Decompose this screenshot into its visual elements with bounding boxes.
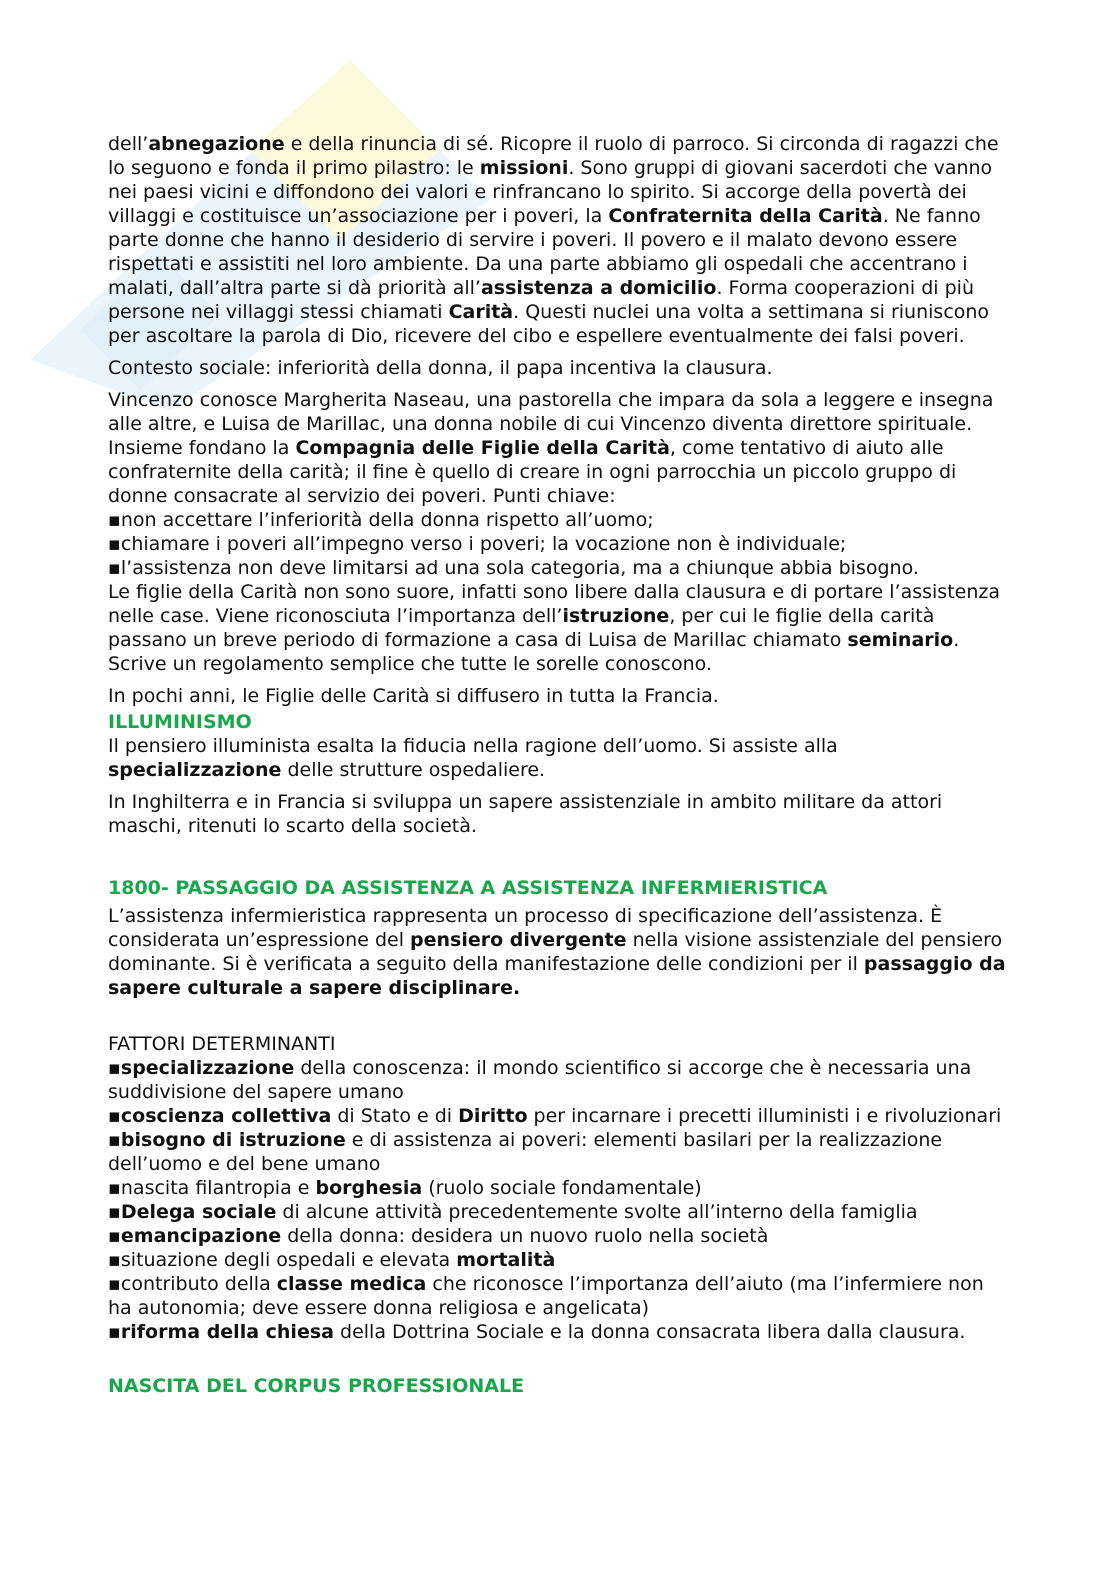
- heading-corpus-professionale: NASCITA DEL CORPUS PROFESSIONALE: [108, 1375, 525, 1397]
- paragraph-inghilterra-francia: In Inghilterra e in Francia si sviluppa un sapere assistenziale in ambito militare da attori maschi, ritenuti lo scarto della società.: [108, 791, 943, 837]
- list-item: ▪ chiamare i poveri all’impegno verso i poveri; la vocazione non è individuale;: [108, 532, 1013, 556]
- list-item: ▪ Delega sociale di alcune attività precedentemente svolte all’interno della famiglia: [108, 1200, 1013, 1224]
- paragraph-figlie-carita: Vincenzo conosce Margherita Naseau, una pastorella che impara da sola a leggere e insegna alle altre, e Luisa de Marillac, una donna nobile di cui Vincenzo diventa direttore spirituale. Insieme fondano la Compagnia delle Figlie della Carità, come tentativo di aiuto alle confraternite della carità; il fine è quello di creare in ogni parrocchia un piccolo gruppo di donne consacrate al servizio dei poveri. Punti chiave: ▪ non accettare l’inferiorità della donna rispetto all’uomo; ▪ chiamare i poveri all’impegno verso i poveri; la vocazione non è individuale; ▪ l’assistenza non deve limitarsi ad una sola categoria, ma a chiunque abbia bisogno. Le figlie della Carità non sono suore, infatti sono libere dalla clausura e di portare l’assistenza nelle case. Viene riconosciuta l’importanza dell’istruzione, per cui le figlie della carità passano un breve periodo di formazione a casa di Luisa de Marillac chiamato seminario. Scrive un regolamento semplice che tutte le sorelle conoscono.: [108, 388, 1013, 676]
- list-item: ▪ non accettare l’inferiorità della donna rispetto all’uomo;: [108, 508, 1013, 532]
- list-item: ▪ l’assistenza non deve limitarsi ad una sola categoria, ma a chiunque abbia bisogno.: [108, 556, 1013, 580]
- paragraph-vincenzo-intro: dell’abnegazione e della rinuncia di sé. Ricopre il ruolo di parroco. Si circonda di ragazzi che lo seguono e fonda il primo pilastro: le missioni. Sono gruppi di giovani sacerdoti che vanno nei paesi vicini e diffondono dei valori e rinfrancano lo spirito. Si accorge della povertà dei villaggi e costituisce un’associazione per i poveri, la Confraternita della Carità. Ne fanno parte donne che hanno il desiderio di servire i poveri. Il povero e il malato devono essere rispettati e assistiti nel loro ambiente. Da una parte abbiamo gli ospedali che accentrano i malati, dall’altra parte si dà priorità all’assistenza a domicilio. Forma cooperazioni di più persone nei villaggi stessi chiamati Carità. Questi nuclei una volta a settimana si riuniscono per ascoltare la parola di Dio, ricevere del cibo e espellere eventualmente dei falsi poveri.: [108, 133, 999, 347]
- list-item: ▪ coscienza collettiva di Stato e di Diritto per incarnare i precetti illuministi i e rivoluzionari: [108, 1104, 1013, 1128]
- fattori-determinanti: [108, 1032, 1013, 1344]
- heading-1800: 1800- PASSAGGIO DA ASSISTENZA A ASSISTENZA INFERMIERISTICA: [108, 877, 828, 899]
- list-item: ▪ contributo della classe medica che riconosce l’importanza dell’aiuto (ma l’infermiere non ha autonomia; deve essere donna religiosa e angelicata): [108, 1272, 1013, 1320]
- paragraph-diffusione: In pochi anni, le Figlie delle Carità si diffusero in tutta la Francia.: [108, 685, 719, 707]
- paragraph-illuminismo: Il pensiero illuminista esalta la fiducia nella ragione dell’uomo. Si assiste alla specializzazione delle strutture ospedaliere.: [108, 735, 838, 781]
- fattori-title: FATTORI DETERMINANTI: [108, 1033, 336, 1055]
- list-item: ▪ bisogno di istruzione e di assistenza ai poveri: elementi basilari per la realizzazione dell’uomo e del bene umano: [108, 1128, 1013, 1176]
- document-page: [108, 132, 1013, 1398]
- heading-illuminismo: ILLUMINISMO: [108, 711, 252, 733]
- list-item: ▪ situazione degli ospedali e elevata mortalità: [108, 1248, 1013, 1272]
- list-item: ▪ nascita filantropia e borghesia (ruolo sociale fondamentale): [108, 1176, 1013, 1200]
- list-item: ▪ riforma della chiesa della Dottrina Sociale e la donna consacrata libera dalla clausura.: [108, 1320, 1013, 1344]
- paragraph-assistenza-infermieristica: L’assistenza infermieristica rappresenta un processo di specificazione dell’assistenza. È considerata un’espressione del pensiero divergente nella visione assistenziale del pensiero dominante. Si è verificata a seguito della manifestazione delle condizioni per il passaggio da sapere culturale a sapere disciplinare.: [108, 905, 1006, 999]
- list-item: ▪ emancipazione della donna: desidera un nuovo ruolo nella società: [108, 1224, 1013, 1248]
- paragraph-contesto-sociale: Contesto sociale: inferiorità della donna, il papa incentiva la clausura.: [108, 357, 773, 379]
- list-item: ▪ specializzazione della conoscenza: il mondo scientifico si accorge che è necessaria una suddivisione del sapere umano: [108, 1056, 1013, 1104]
